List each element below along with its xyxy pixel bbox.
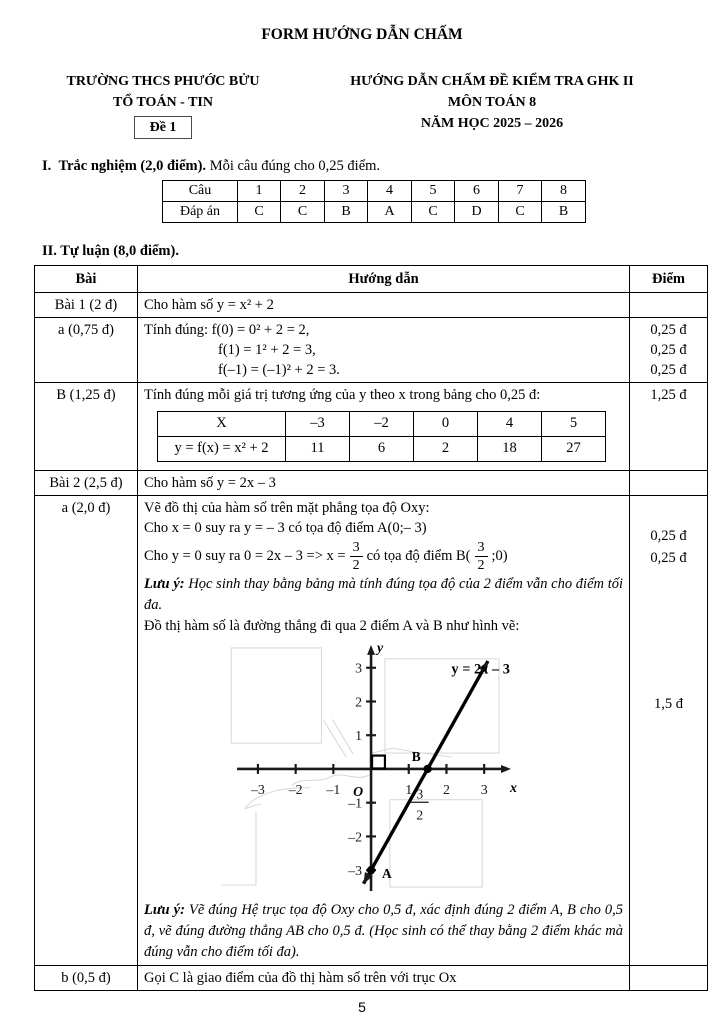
table-cell: –2 xyxy=(350,412,414,437)
svg-text:–1: –1 xyxy=(326,782,341,798)
table-cell: 8 xyxy=(542,181,586,202)
bai1b-label: B (1,25 đ) xyxy=(35,383,138,471)
table-cell: C xyxy=(412,202,455,223)
table-row-bai2 xyxy=(35,471,708,496)
svg-text:B: B xyxy=(411,749,421,765)
bai2a-p3: Cho y = 0 suy ra 0 = 2x – 3 => x = $\frac{3}{2}$ có tọa độ điểm B( $\frac{3}{2}$ ;0) xyxy=(144,540,508,573)
table-row-bai1a xyxy=(35,318,708,383)
table-cell: C xyxy=(499,202,542,223)
bai1-label: Bài 1 (2 đ) xyxy=(35,293,138,318)
svg-text:2: 2 xyxy=(443,782,450,798)
svg-text:A: A xyxy=(381,866,392,882)
note-1: Lưu ý: Học sinh thay bằng bảng mà tính đúng tọa độ của 2 điểm vẫn cho điểm tối đa. xyxy=(144,576,624,613)
function-graph xyxy=(206,637,551,893)
table-cell: 1 xyxy=(238,181,281,202)
mcq-answer-row xyxy=(163,202,586,223)
svg-text:y = 2x – 3: y = 2x – 3 xyxy=(451,661,510,678)
table-cell: C xyxy=(238,202,281,223)
column-header-bai: Bài xyxy=(35,266,138,293)
header-right-block xyxy=(288,71,724,139)
table-row-bai2b xyxy=(35,966,708,991)
doc-heading-line3: NĂM HỌC 2025 – 2026 xyxy=(420,116,564,131)
header-left-block xyxy=(38,71,288,139)
graph-figure xyxy=(206,637,623,899)
table-cell: Đáp án xyxy=(163,202,238,223)
table-cell: 27 xyxy=(542,437,606,462)
table-cell: 4 xyxy=(368,181,412,202)
page-title: FORM HƯỚNG DẪN CHẤM xyxy=(261,26,463,43)
table-cell: D xyxy=(455,202,499,223)
grading-table-header-row xyxy=(35,266,708,293)
school-name: TRƯỜNG THCS PHƯỚC BỬU xyxy=(66,74,260,89)
table-cell: y = f(x) = x² + 2 xyxy=(158,437,286,462)
table-cell: 11 xyxy=(286,437,350,462)
bai2a-points: 0,25 đ 0,25 đ 1,5 đ xyxy=(630,496,708,966)
bai1b-point: 1,25 đ xyxy=(630,383,708,471)
bai2a-p5: Đồ thị hàm số là đường thẳng đi qua 2 điểm A và B như hình vẽ: xyxy=(144,618,520,634)
table-row-bai2a xyxy=(35,496,708,966)
svg-text:1: 1 xyxy=(355,729,363,745)
section2-heading: II. Tự luận (8,0 điểm). xyxy=(42,243,179,259)
grading-guide-table xyxy=(34,265,708,991)
bai2-label: Bài 2 (2,5 đ) xyxy=(35,471,138,496)
bai2a-p1: Vẽ đồ thị của hàm số trên mặt phẳng tọa độ Oxy: xyxy=(144,500,430,516)
xy-values-table xyxy=(157,411,606,462)
column-header-huongdan: Hướng dẫn xyxy=(138,266,630,293)
svg-text:x: x xyxy=(509,780,517,796)
xy-header-row xyxy=(158,412,606,437)
table-cell: 0 xyxy=(414,412,478,437)
exam-code-box: Đề 1 xyxy=(134,116,193,139)
table-cell: –3 xyxy=(286,412,350,437)
table-cell: C xyxy=(281,202,325,223)
bai1-content: Cho hàm số y = x² + 2 xyxy=(138,293,630,318)
svg-text:3: 3 xyxy=(480,782,488,798)
svg-text:O: O xyxy=(353,784,364,800)
department-name: TỔ TOÁN - TIN xyxy=(113,95,213,110)
svg-text:–2: –2 xyxy=(288,782,303,798)
table-cell: 6 xyxy=(350,437,414,462)
table-cell: 4 xyxy=(478,412,542,437)
table-cell: 2 xyxy=(414,437,478,462)
xy-value-row xyxy=(158,437,606,462)
bai2a-content xyxy=(138,496,630,966)
mcq-question-row xyxy=(163,181,586,202)
doc-heading-line1: HƯỚNG DẪN CHẤM ĐỀ KIỂM TRA GHK II xyxy=(350,74,634,89)
svg-text:y: y xyxy=(377,640,384,656)
svg-text:–2: –2 xyxy=(348,830,363,846)
bai1b-content: Tính đúng mỗi giá trị tương ứng của y theo x trong bảng cho 0,25 đ: X –3 –2 0 4 5 y = f(x) = x² + 2 11 6 2 18 27 xyxy=(138,383,630,471)
svg-text:–3: –3 xyxy=(348,864,363,880)
svg-text:2: 2 xyxy=(416,808,424,824)
multiple-choice-answer-table xyxy=(162,180,586,223)
bai1a-label: a (0,75 đ) xyxy=(35,318,138,383)
document-header xyxy=(0,71,724,139)
table-cell: 6 xyxy=(455,181,499,202)
bai2a-label: a (2,0 đ) xyxy=(35,496,138,966)
doc-heading-line2: MÔN TOÁN 8 xyxy=(447,95,537,110)
bai2-content: Cho hàm số y = 2x – 3 xyxy=(138,471,630,496)
fraction-three-halves: $\frac{3}{2}$ xyxy=(475,540,488,572)
table-cell: Câu xyxy=(163,181,238,202)
table-cell: 2 xyxy=(281,181,325,202)
svg-text:–1: –1 xyxy=(348,796,363,812)
section1-heading: I. Trắc nghiệm (2,0 điểm). Mỗi câu đúng cho 0,25 điểm. xyxy=(42,158,381,174)
table-cell: B xyxy=(325,202,368,223)
svg-text:3: 3 xyxy=(355,661,363,677)
svg-text:3: 3 xyxy=(416,787,424,803)
column-header-diem: Điểm xyxy=(630,266,708,293)
table-cell: 5 xyxy=(542,412,606,437)
svg-text:–3: –3 xyxy=(251,782,265,798)
table-row-bai1b xyxy=(35,383,708,471)
bai2b-content: Gọi C là giao điểm của đồ thị hàm số trên với trục Ox xyxy=(138,966,630,991)
table-cell: B xyxy=(542,202,586,223)
table-cell: 5 xyxy=(412,181,455,202)
fraction-three-halves: $\frac{3}{2}$ xyxy=(350,540,363,572)
page-number: 5 xyxy=(358,999,366,1015)
bai2a-p2: Cho x = 0 suy ra y = – 3 có tọa độ điểm A(0;– 3) xyxy=(144,520,427,536)
bai2b-label: b (0,5 đ) xyxy=(35,966,138,991)
table-row-bai1 xyxy=(35,293,708,318)
table-cell: 3 xyxy=(325,181,368,202)
table-cell: 7 xyxy=(499,181,542,202)
table-cell: X xyxy=(158,412,286,437)
note-2: Lưu ý: Vẽ đúng Hệ trục tọa độ Oxy cho 0,5 đ, xác định đúng 2 điểm A, B cho 0,5 đ, vẽ đúng đường thẳng AB cho 0,5 đ. (Học sinh có thể thay bằng 2 điểm khác mà đúng vẫn cho điểm tối đa). xyxy=(144,902,624,960)
table-cell: 18 xyxy=(478,437,542,462)
table-cell: A xyxy=(368,202,412,223)
bai1a-content: Tính đúng: f(0) = 0² + 2 = 2, f(1) = 1² + 2 = 3, f(–1) = (–1)² + 2 = 3. xyxy=(138,318,630,383)
svg-text:2: 2 xyxy=(355,695,363,711)
bai1a-points: 0,25 đ 0,25 đ 0,25 đ xyxy=(630,318,708,383)
svg-text:1: 1 xyxy=(405,782,413,798)
